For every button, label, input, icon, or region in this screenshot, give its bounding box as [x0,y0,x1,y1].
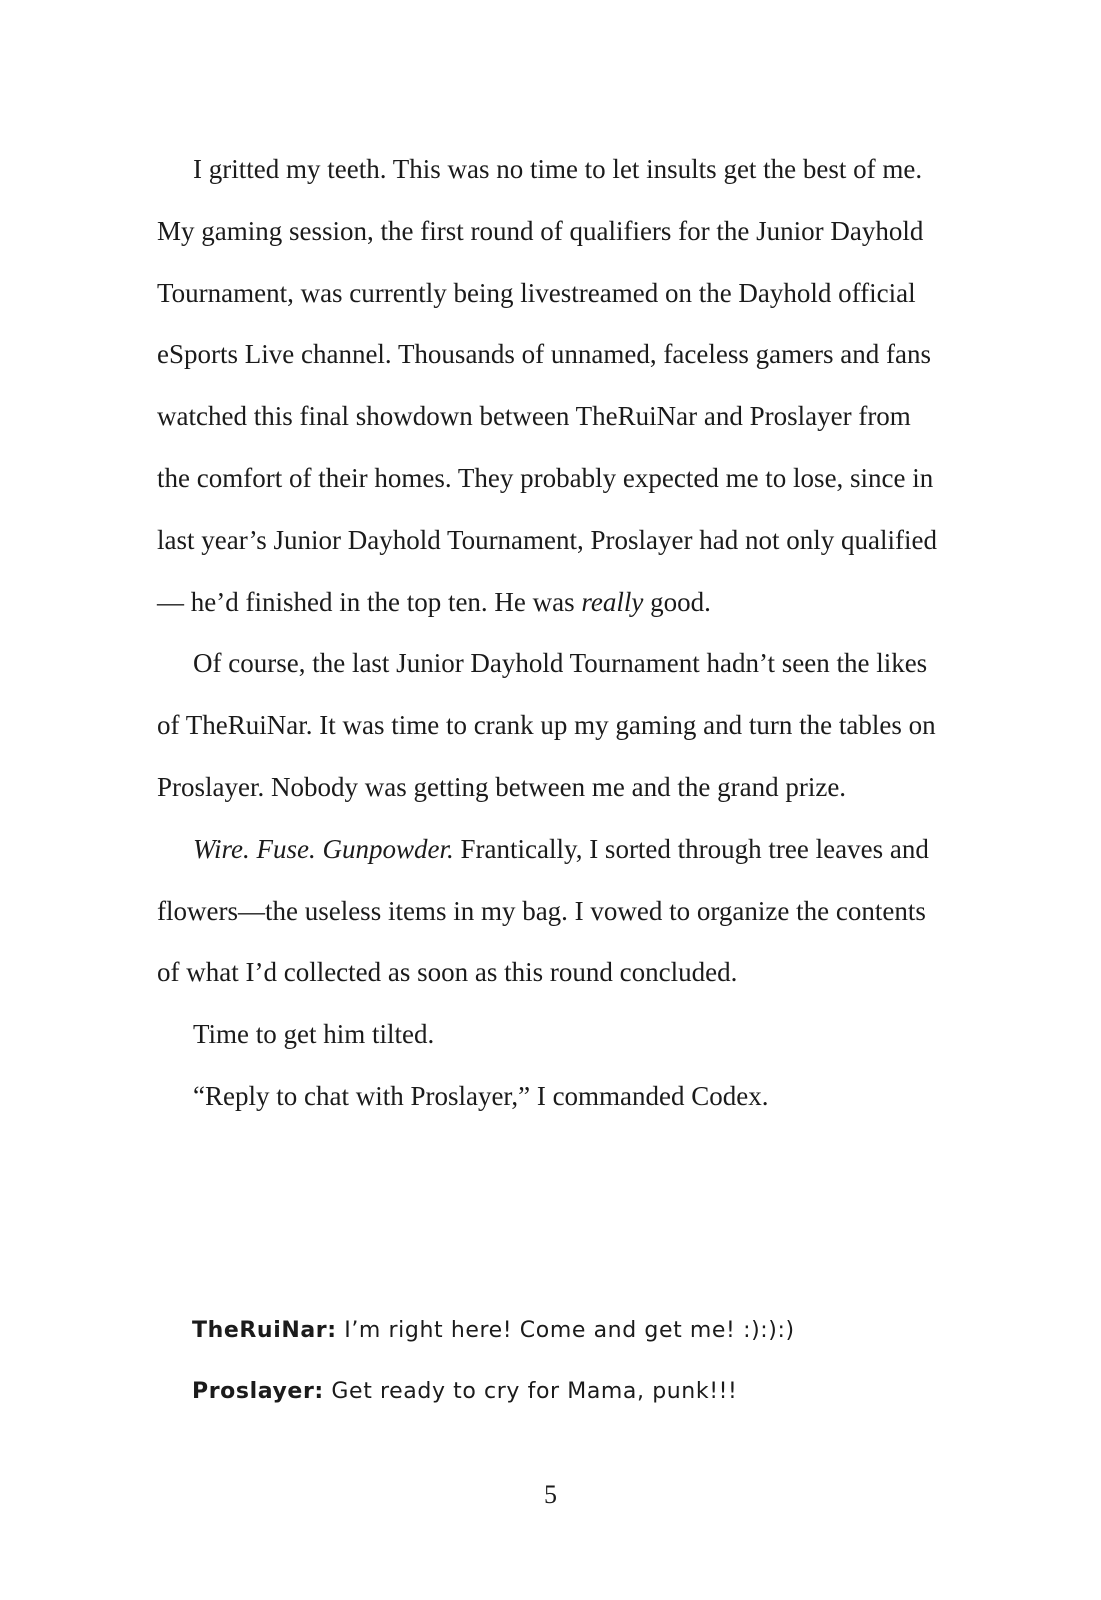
chat-speaker: TheRuiNar: [192,1318,337,1343]
paragraph [157,1004,944,1066]
emphasis-text: Wire. Fuse. Gunpowder. [193,833,454,864]
paragraph [157,139,944,633]
chat-log [192,1313,952,1435]
paragraph [157,633,944,818]
chat-message [192,1313,952,1374]
text-run: I gritted my teeth. This was no time to let insults get the best of me. My gaming session, the first round of qualifiers for the Junior Dayhold Tournament, was currently being livestreamed on the Dayhold official eSports Live channel. Thousands of unnamed, faceless gamers and fans watched this final showdown between TheRuiNar and Proslayer from the comfort of their homes. They probably expected me to lose, since in last year’s Junior Dayhold Tournament, Proslayer had not only qualified— he’d finished in the top ten. He was [157,154,937,617]
chat-speaker: Proslayer: [192,1379,324,1404]
text-run: good. [643,586,711,617]
chat-text: Get ready to cry for Mama, punk!!! [323,1379,738,1404]
text-run: “Reply to chat with Proslayer,” I commanded Codex. [193,1080,769,1111]
chat-text: I’m right here! Come and get me! :):):) [336,1318,795,1343]
text-run: Time to get him tilted. [193,1019,435,1050]
page-number: 5 [544,1480,557,1509]
emphasis-text: really [581,586,644,617]
text-run: Frantically, I sorted through tree leaves and flowers—the useless items in my bag. I vowed to organize the contents of what I’d collected as soon as this round concluded. [157,833,929,988]
paragraph [157,819,944,1004]
paragraph [157,1066,944,1128]
chat-message [192,1374,952,1435]
text-run: Of course, the last Junior Dayhold Tournament hadn’t seen the likes of TheRuiNar. It was time to crank up my gaming and turn the tables on Proslayer. Nobody was getting between me and the grand prize. [157,648,936,802]
body-text [157,139,944,1128]
